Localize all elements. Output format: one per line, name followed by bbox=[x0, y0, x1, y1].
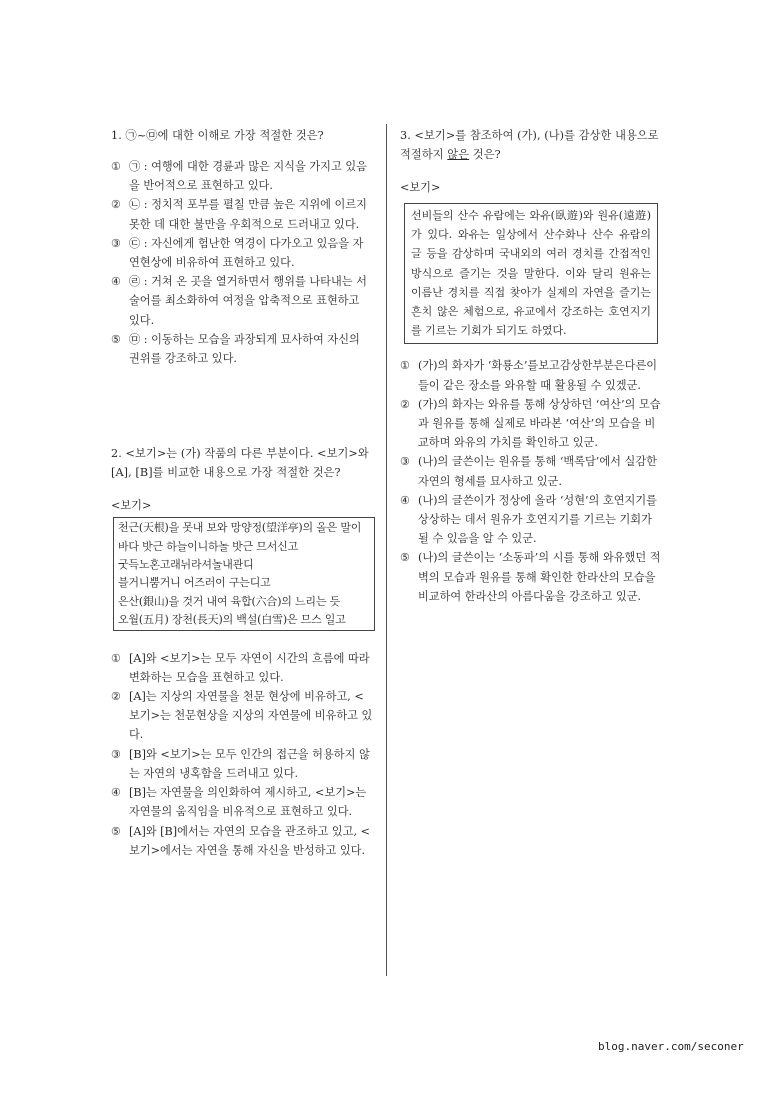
q1-option-3[interactable] bbox=[111, 234, 373, 272]
question-2-options bbox=[111, 649, 373, 860]
question-1-stem: 1. ㉠~㉤에 대한 이해로 가장 적절한 것은? bbox=[111, 129, 324, 142]
bogi-label: <보기> bbox=[111, 499, 152, 513]
option-number: ④ bbox=[111, 275, 122, 289]
option-text: ㉠ : 여행에 대한 경륜과 많은 지식을 가지고 있음을 반어적으로 표현하고 있다. bbox=[129, 160, 367, 193]
question-3-stem-end: 것은? bbox=[469, 148, 501, 161]
q3-option-4[interactable] bbox=[400, 491, 666, 549]
bogi-box-passage: 선비들의 산수 유람에는 와유(臥遊)와 원유(遠遊)가 있다. 와유는 일상에서 산수화나 산수 유람의 글 등을 감상하며 국내외의 여러 경치를 간접적인 방식으로 즐기는 것을 말한다. 이와 달리 원유는 이름난 경치를 직접 찾아가 실제의 자연을 즐기는 흔치 않은 체험으로, 유교에서 강조하는 호연지기를 기르는 기회가 되기도 하였다. bbox=[404, 203, 658, 344]
left-column bbox=[111, 124, 373, 860]
poem-line: 블거니뿜거니 어즈러이 구는디고 bbox=[118, 576, 271, 590]
option-text: (나)의 글쓴이는 원유를 통해 ‘백록담’에서 실감한 자연의 형세를 묘사하고 있군. bbox=[418, 455, 657, 488]
option-text: [B]는 자연물을 의인화하여 제시하고, <보기>는 자연물의 움직임을 비유적으로 표현하고 있다. bbox=[129, 786, 367, 819]
option-number: ② bbox=[111, 690, 122, 704]
option-text: ㉣ : 거쳐 온 곳을 열거하면서 행위를 나타내는 서술어를 최소화하여 여정을 압축적으로 표현하고 있다. bbox=[129, 275, 367, 327]
option-text: (나)의 글쓴이가 정상에 올라 ‘성현’의 호연지기를 상상하는 데서 원유가 호연지기를 기르는 기회가 될 수 있음을 알 수 있군. bbox=[418, 493, 657, 546]
bogi-box-poem bbox=[113, 517, 375, 630]
option-number: ⑤ bbox=[400, 551, 411, 565]
option-text: (가)의 화자가 ‘화룡소’를보고감상한부분은다른이들이 같은 장소를 와유할 때 활용될 수 있겠군. bbox=[418, 359, 658, 392]
q1-option-2[interactable] bbox=[111, 195, 373, 233]
option-number: ④ bbox=[400, 493, 411, 507]
question-2-stem: 2. <보기>는 (가) 작품의 다른 부분이다. <보기>와 [A], [B]를 비교한 내용으로 가장 적절한 것은? bbox=[111, 447, 369, 480]
q3-option-3[interactable] bbox=[400, 452, 666, 490]
q2-option-1[interactable] bbox=[111, 649, 373, 687]
question-1 bbox=[111, 126, 373, 368]
q3-option-1[interactable] bbox=[400, 356, 666, 394]
option-number: ② bbox=[400, 397, 411, 411]
q3-option-2[interactable] bbox=[400, 395, 666, 453]
question-3-stem bbox=[400, 126, 666, 164]
question-3-stem-start: 3. <보기>를 참조하여 (가), (나)를 감상한 내용으로 적절하지 bbox=[400, 129, 659, 161]
q2-option-4[interactable] bbox=[111, 783, 373, 821]
q1-option-4[interactable] bbox=[111, 272, 373, 330]
question-3-options bbox=[400, 356, 666, 606]
question-3-underlined-word: 않은 bbox=[447, 148, 470, 161]
question-1-options bbox=[111, 157, 373, 368]
option-text: [A]는 지상의 자연물을 천문 현상에 비유하고, <보기>는 천문현상을 지상의 자연물에 비유하고 있다. bbox=[129, 690, 373, 742]
option-number: ② bbox=[111, 198, 122, 212]
bogi-label: <보기> bbox=[400, 181, 441, 194]
column-divider bbox=[386, 124, 387, 976]
option-text: (가)의 화자는 와유를 통해 상상하던 ‘여산’의 모습과 원유를 통해 실제로 바라본 ‘여산’의 모습을 비교하며 와유의 가치를 확인하고 있군. bbox=[418, 397, 661, 450]
option-number: ④ bbox=[111, 786, 122, 800]
q2-option-5[interactable] bbox=[111, 822, 373, 860]
q1-option-5[interactable] bbox=[111, 330, 373, 368]
option-text: [B]와 <보기>는 모두 인간의 접근을 허용하지 않는 자연의 냉혹함을 드러내고 있다. bbox=[129, 747, 370, 780]
option-number: ③ bbox=[400, 455, 411, 469]
option-number: ③ bbox=[111, 747, 122, 761]
option-text: (나)의 글쓴이는 ‘소동파’의 시를 통해 와유했던 적벽의 모습과 원유를 통해 확인한 한라산의 모습을 비교하여 한라산의 아름다움을 강조하고 있군. bbox=[418, 551, 661, 603]
q1-option-1[interactable] bbox=[111, 157, 373, 195]
footer-blog-url: blog.naver.com/seconer bbox=[598, 1040, 744, 1053]
question-2 bbox=[111, 444, 373, 860]
option-text: ㉤ : 이동하는 모습을 과장되게 묘사하여 자신의 권위를 강조하고 있다. bbox=[129, 332, 360, 366]
option-number: ⑤ bbox=[111, 824, 122, 838]
right-column bbox=[400, 124, 666, 606]
poem-line: 오월(五月) 장천(長天)의 백설(白雪)은 므스 일고 bbox=[118, 613, 346, 627]
poem-line: 굿득노혼고래뉘라셔놀내관디 bbox=[118, 558, 254, 572]
option-number: ① bbox=[111, 651, 122, 665]
poem-line: 바다 밧근 하늘이니하놀 밧근 므서신고 bbox=[118, 539, 299, 553]
option-text: [A]와 <보기>는 모두 자연이 시간의 흐름에 따라 변화하는 모습을 표현하고 있다. bbox=[129, 651, 370, 684]
poem-line: 은산(銀山)을 것거 내여 육합(六合)의 느리는 듯 bbox=[118, 594, 341, 608]
q2-option-3[interactable] bbox=[111, 745, 373, 783]
option-text: [A]와 [B]에서는 자연의 모습을 관조하고 있고, <보기>에서는 자연을 통해 자신을 반성하고 있다. bbox=[129, 824, 370, 857]
option-text: ㉡ : 정치적 포부를 펼칠 만큼 높은 지위에 이르지 못한 데 대한 불만을 우회적으로 드러내고 있다. bbox=[129, 198, 367, 231]
poem-line: 천근(天根)을 못내 보와 망양정(望洋亭)의 올은 말이 bbox=[118, 521, 362, 535]
option-number: ③ bbox=[111, 236, 122, 250]
option-number: ① bbox=[400, 359, 411, 373]
q3-option-5[interactable] bbox=[400, 548, 666, 606]
option-number: ⑤ bbox=[111, 332, 122, 346]
q2-option-2[interactable] bbox=[111, 687, 373, 745]
option-number: ① bbox=[111, 160, 122, 173]
option-text: ㉢ : 자신에게 험난한 역경이 다가오고 있음을 자연현상에 비유하여 표현하고 있다. bbox=[129, 236, 364, 270]
question-3 bbox=[400, 126, 666, 606]
